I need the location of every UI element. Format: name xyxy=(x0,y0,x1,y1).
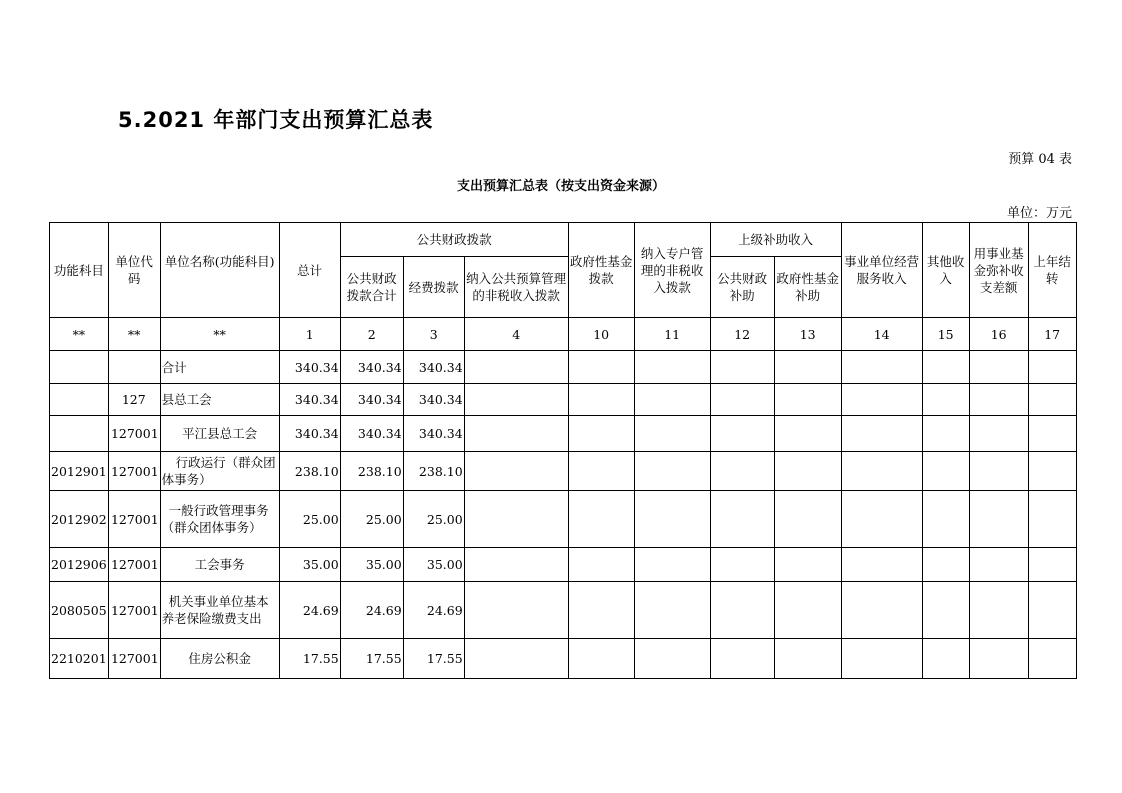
func-code-cell: 2012901 xyxy=(50,452,109,491)
unit-code-cell xyxy=(108,351,160,384)
unit-name-cell: 行政运行（群众团体事务） xyxy=(160,452,279,491)
index-cell: 13 xyxy=(774,318,841,351)
total-cell: 340.34 xyxy=(279,416,340,452)
public-finance-total-cell: 340.34 xyxy=(340,416,403,452)
public-finance-total-cell: 35.00 xyxy=(340,548,403,582)
total-cell: 35.00 xyxy=(279,548,340,582)
operating-funds-cell: 17.55 xyxy=(403,639,464,679)
func-code-cell: 2012906 xyxy=(50,548,109,582)
header-unit-code: 单位代码 xyxy=(108,223,160,318)
header-carryover: 上年结转 xyxy=(1028,223,1076,318)
operating-funds-cell: 340.34 xyxy=(403,384,464,416)
func-code-cell: 2210201 xyxy=(50,639,109,679)
table-row xyxy=(50,384,1077,416)
index-cell: 16 xyxy=(969,318,1028,351)
total-cell: 340.34 xyxy=(279,351,340,384)
index-cell: 17 xyxy=(1028,318,1076,351)
header-public-finance-total: 公共财政拨款合计 xyxy=(340,257,403,318)
unit-code-cell: 127001 xyxy=(108,452,160,491)
header-other-income: 其他收入 xyxy=(922,223,969,318)
total-cell: 238.10 xyxy=(279,452,340,491)
operating-funds-cell: 340.34 xyxy=(403,416,464,452)
header-business-income: 事业单位经营服务收入 xyxy=(841,223,922,318)
unit-code-cell: 127001 xyxy=(108,491,160,548)
header-superior-public: 公共财政补助 xyxy=(710,257,774,318)
public-finance-total-cell: 17.55 xyxy=(340,639,403,679)
unit-name-cell: 合计 xyxy=(160,351,279,384)
table-row xyxy=(50,548,1077,582)
index-cell: 3 xyxy=(403,318,464,351)
unit-name-cell: 住房公积金 xyxy=(160,639,279,679)
public-finance-total-cell: 238.10 xyxy=(340,452,403,491)
unit-label: 单位：万元 xyxy=(1006,206,1072,221)
func-code-cell: 2080505 xyxy=(50,582,109,639)
table-row xyxy=(50,351,1077,384)
header-func-code: 功能科目 xyxy=(50,223,109,318)
budget-table xyxy=(49,222,1077,679)
index-cell: ** xyxy=(108,318,160,351)
unit-code-cell: 127001 xyxy=(108,548,160,582)
unit-code-cell: 127001 xyxy=(108,639,160,679)
unit-name-cell: 一般行政管理事务（群众团体事务） xyxy=(160,491,279,548)
index-row xyxy=(50,318,1077,351)
unit-name-cell: 平江县总工会 xyxy=(160,416,279,452)
unit-name-cell: 县总工会 xyxy=(160,384,279,416)
index-cell: 1 xyxy=(279,318,340,351)
operating-funds-cell: 24.69 xyxy=(403,582,464,639)
total-cell: 340.34 xyxy=(279,384,340,416)
public-finance-total-cell: 340.34 xyxy=(340,384,403,416)
public-finance-total-cell: 25.00 xyxy=(340,491,403,548)
header-nontax-income: 纳入公共预算管理的非税收入拨款 xyxy=(464,257,568,318)
header-gov-fund: 政府性基金拨款 xyxy=(568,223,634,318)
public-finance-total-cell: 24.69 xyxy=(340,582,403,639)
table-row xyxy=(50,452,1077,491)
operating-funds-cell: 25.00 xyxy=(403,491,464,548)
index-cell: 15 xyxy=(922,318,969,351)
unit-name-cell: 机关事业单位基本养老保险缴费支出 xyxy=(160,582,279,639)
func-code-cell xyxy=(50,351,109,384)
unit-code-cell: 127 xyxy=(108,384,160,416)
header-row-1 xyxy=(50,223,1077,257)
table-subtitle: 支出预算汇总表（按支出资金来源） xyxy=(456,179,665,194)
header-fund-gap: 用事业基金弥补收支差额 xyxy=(969,223,1028,318)
table-row xyxy=(50,582,1077,639)
operating-funds-cell: 340.34 xyxy=(403,351,464,384)
header-superior-subsidy: 上级补助收入 xyxy=(710,223,841,257)
func-code-cell: 2012902 xyxy=(50,491,109,548)
operating-funds-cell: 35.00 xyxy=(403,548,464,582)
table-row xyxy=(50,491,1077,548)
header-public-finance: 公共财政拨款 xyxy=(340,223,568,257)
func-code-cell xyxy=(50,416,109,452)
index-cell: ** xyxy=(50,318,109,351)
index-cell: 12 xyxy=(710,318,774,351)
total-cell: 24.69 xyxy=(279,582,340,639)
unit-code-cell: 127001 xyxy=(108,416,160,452)
page-title: 5.2021 年部门支出预算汇总表 xyxy=(118,108,434,132)
index-cell: 11 xyxy=(634,318,710,351)
table-number: 预算 04 表 xyxy=(1008,152,1072,167)
header-special-nontax: 纳入专户管理的非税收入拨款 xyxy=(634,223,710,318)
total-cell: 17.55 xyxy=(279,639,340,679)
total-cell: 25.00 xyxy=(279,491,340,548)
unit-code-cell: 127001 xyxy=(108,582,160,639)
table-row xyxy=(50,416,1077,452)
header-unit-name: 单位名称(功能科目) xyxy=(160,223,279,318)
index-cell: 14 xyxy=(841,318,922,351)
func-code-cell xyxy=(50,384,109,416)
table-row xyxy=(50,639,1077,679)
operating-funds-cell: 238.10 xyxy=(403,452,464,491)
header-operating-funds: 经费拨款 xyxy=(403,257,464,318)
index-cell: ** xyxy=(160,318,279,351)
header-total: 总计 xyxy=(279,223,340,318)
index-cell: 10 xyxy=(568,318,634,351)
unit-name-cell: 工会事务 xyxy=(160,548,279,582)
header-superior-fund: 政府性基金补助 xyxy=(774,257,841,318)
index-cell: 4 xyxy=(464,318,568,351)
public-finance-total-cell: 340.34 xyxy=(340,351,403,384)
index-cell: 2 xyxy=(340,318,403,351)
